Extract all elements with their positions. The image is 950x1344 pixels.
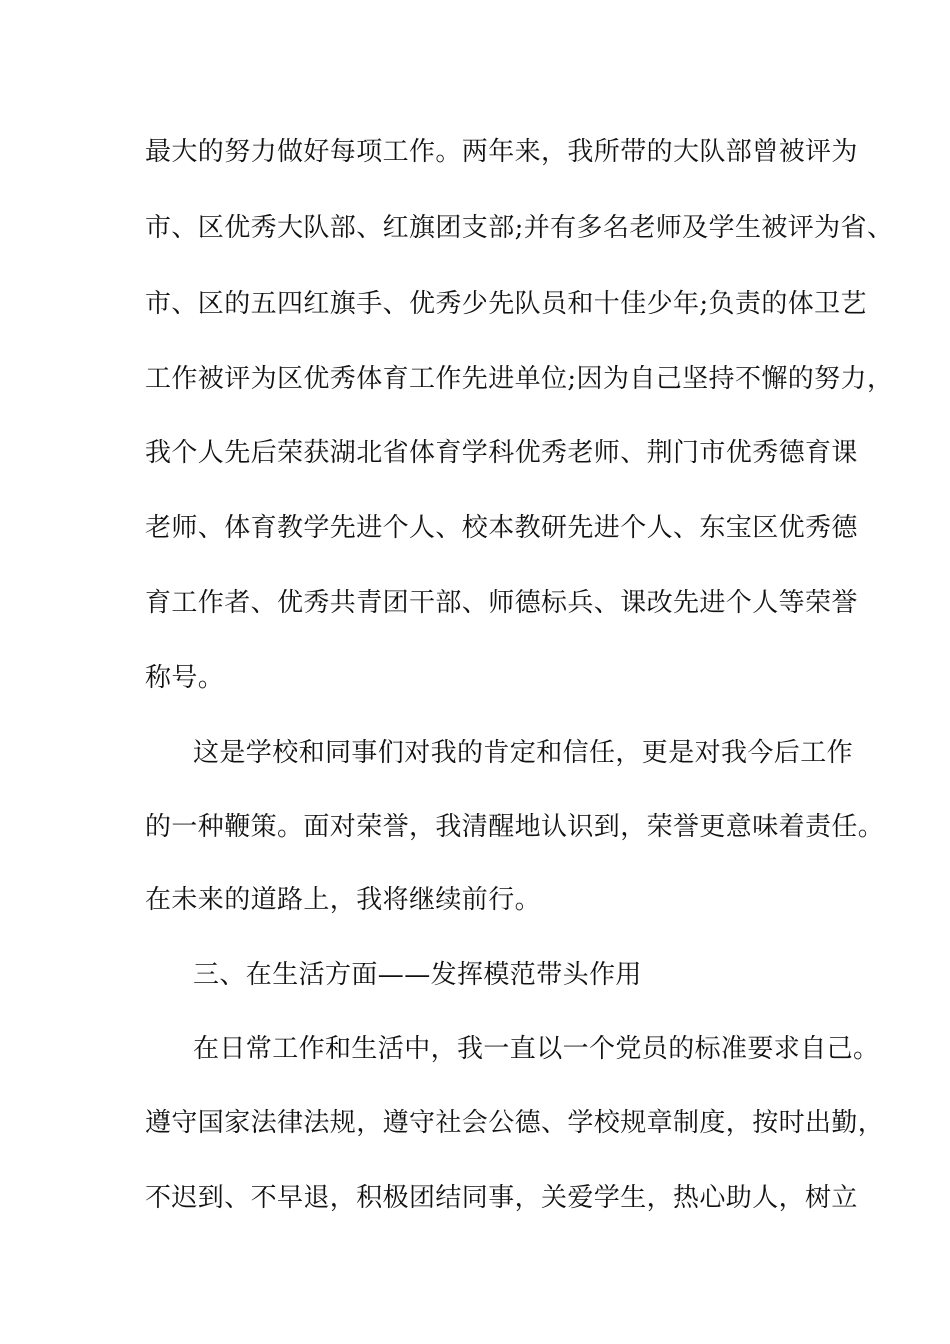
section-heading: 三、在生活方面——发挥模范带头作用 bbox=[193, 960, 642, 990]
body-text-line: 市、区的五四红旗手、优秀少先队员和十佳少年;负责的体卫艺 bbox=[145, 289, 867, 319]
body-text-line: 不迟到、不早退，积极团结同事，关爱学生，热心助人，树立 bbox=[145, 1183, 858, 1213]
body-text-line: 称号。 bbox=[145, 663, 225, 693]
paragraph-first-line: 在日常工作和生活中，我一直以一个党员的标准要求自己。 bbox=[193, 1034, 880, 1064]
paragraph-first-line: 这是学校和同事们对我的肯定和信任，更是对我今后工作 bbox=[193, 738, 854, 768]
body-text-line: 遵守国家法律法规，遵守社会公德、学校规章制度，按时出勤， bbox=[145, 1108, 885, 1138]
body-text-line: 育工作者、优秀共青团干部、师德标兵、课改先进个人等荣誉 bbox=[145, 588, 858, 618]
body-text-line: 工作被评为区优秀体育工作先进单位;因为自己坚持不懈的努力， bbox=[145, 364, 894, 394]
body-text-line: 的一种鞭策。面对荣誉，我清醒地认识到，荣誉更意味着责任。 bbox=[145, 812, 885, 842]
body-text-line: 在未来的道路上，我将继续前行。 bbox=[145, 885, 542, 915]
body-text-line: 我个人先后荣获湖北省体育学科优秀老师、荆门市优秀德育课 bbox=[145, 438, 858, 468]
body-text-line: 市、区优秀大队部、红旗团支部;并有多名老师及学生被评为省、 bbox=[145, 213, 894, 243]
body-text-line: 最大的努力做好每项工作。两年来，我所带的大队部曾被评为 bbox=[145, 137, 858, 167]
body-text-line: 老师、体育教学先进个人、校本教研先进个人、东宝区优秀德 bbox=[145, 513, 858, 543]
